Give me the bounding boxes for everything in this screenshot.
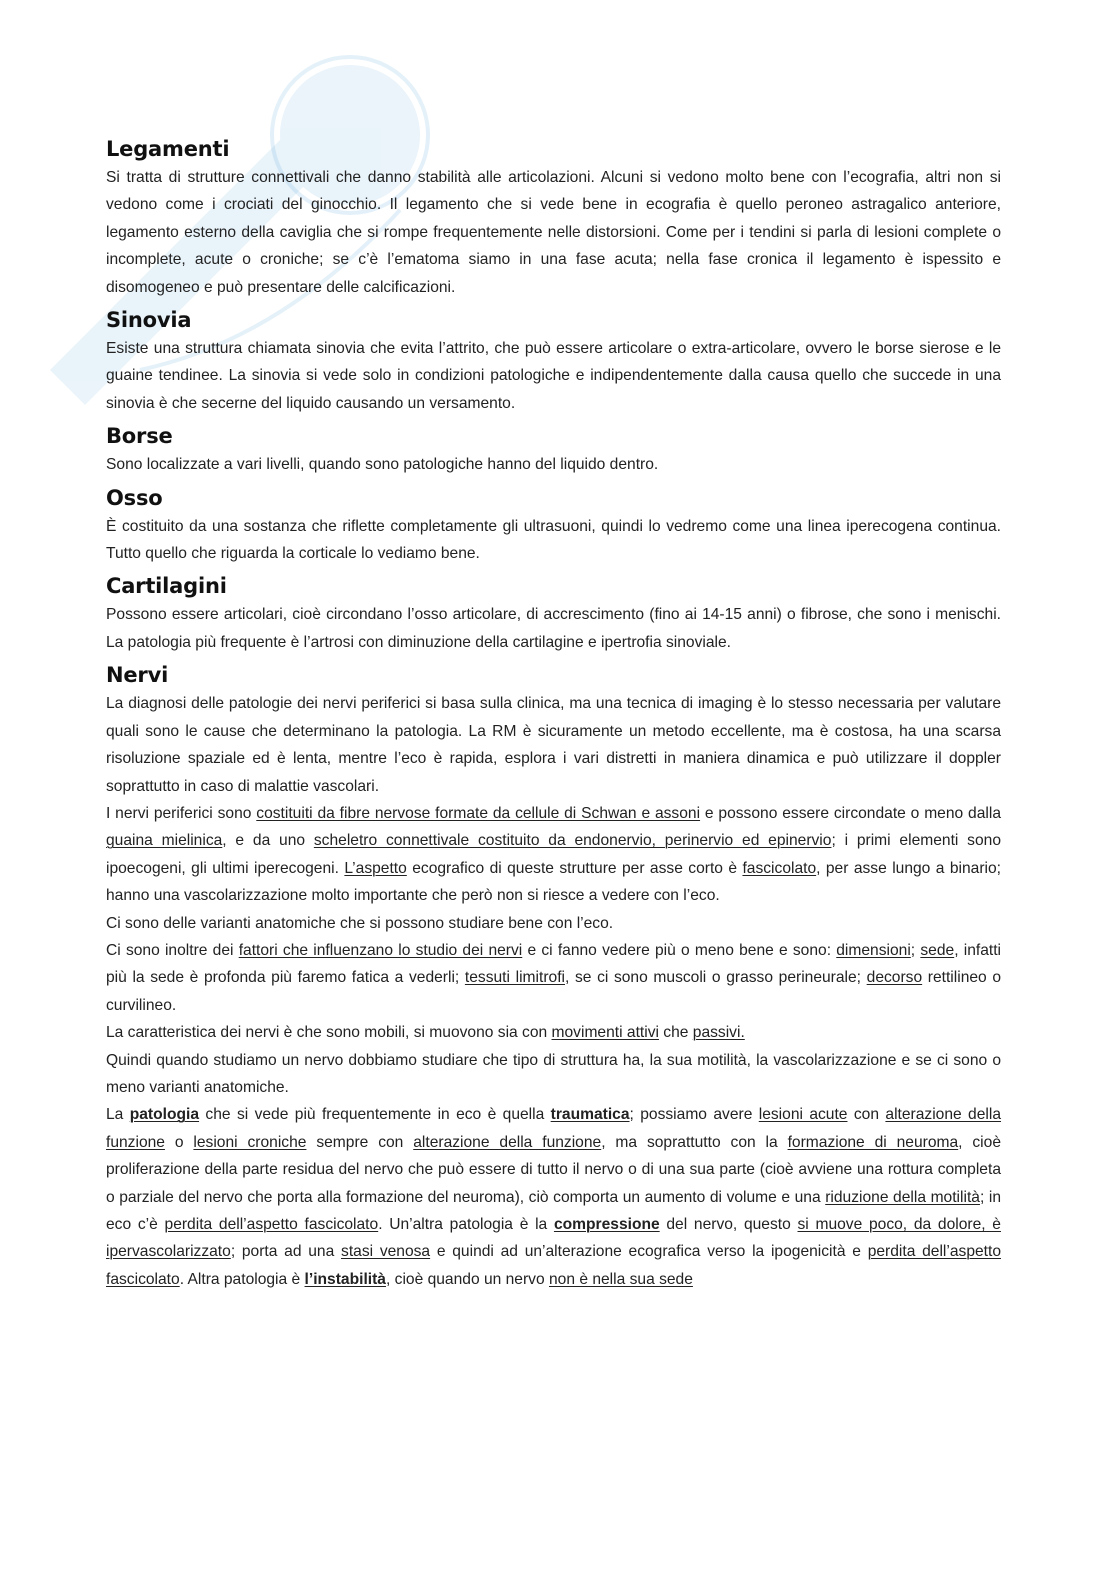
text-run: del nervo, questo: [659, 1216, 798, 1233]
underlined-text: riduzione della motilità: [825, 1188, 980, 1206]
heading-borse: Borse: [106, 424, 173, 449]
text-run: , e da uno: [222, 832, 314, 850]
text-run: ; in eco c’è: [106, 1188, 1001, 1233]
underlined-text: alterazione della funzione: [106, 1106, 1002, 1151]
paragraph-nervi-6: Quindi quando studiamo un nervo dobbiamo studiare che tipo di struttura ha, la sua motilità, la vascolarizzazione e se ci sono o meno varianti anatomiche.: [106, 1051, 1001, 1096]
underlined-text: perdita dell’aspetto fascicolato: [164, 1216, 379, 1233]
paragraph-osso: È costituito da una sostanza che riflette completamente gli ultrasuoni, quindi lo vedremo come una linea iperecogena continua. Tutto quello che riguarda la corticale lo vediamo bene.: [106, 517, 1001, 563]
text-run: , ma soprattutto con la: [601, 1133, 788, 1151]
underlined-text: scheletro connettivale costituito da endonervio, perinervio ed epinervio: [313, 832, 832, 850]
heading-sinovia: Sinovia: [106, 308, 192, 333]
text-run: rettilineo o curvilineo.: [106, 969, 1002, 1014]
text-run: , per asse lungo a binario; hanno una vascolarizzazione molto importante che però non si riesce a vedere con l’eco.: [106, 859, 1001, 905]
bold-text: compressione: [553, 1216, 660, 1233]
bold-underlined-text: [554, 1216, 660, 1233]
text-run: ;: [910, 941, 921, 959]
text-run: ; i primi elementi sono ipoecogeni, gli ultimi iperecogeni.: [106, 832, 1001, 877]
bold-text: patologia: [129, 1106, 200, 1124]
text-run: I nervi periferici sono: [106, 804, 257, 822]
underlined-text: passivi.: [692, 1024, 745, 1042]
text-run: o: [164, 1133, 194, 1151]
bold-text: l’instabilità: [304, 1270, 386, 1288]
underlined-text: lesioni croniche: [193, 1133, 307, 1151]
paragraph-sinovia: Esiste una struttura chiamata sinovia che evita l’attrito, che può essere articolare o extra-articolare, ovvero le borse sierose e le guaine tendinee. La sinovia si vede solo in condizioni patologiche e indipendentemente dalla causa quello che succede in una sinovia è che secerne del liquido causando un versamento.: [106, 340, 1001, 412]
text-run: ecografico di queste strutture per asse corto è: [406, 859, 743, 877]
paragraph-nervi-5: [106, 1019, 1001, 1046]
text-run: , cioè proliferazione della parte residua del nervo che può essere di tutto il nervo o di una sua parte (cioè avviene una rottura completa o parziale del nervo che porta alla formazione del neuroma), ciò comporta un aumento di volume e una: [106, 1133, 1001, 1206]
text-run: e ci fanno vedere più o meno bene e sono:: [522, 941, 837, 959]
underlined-text: alterazione della funzione: [413, 1133, 602, 1151]
bold-text: traumatica: [550, 1106, 630, 1124]
paragraph-nervi-7: [106, 1101, 1001, 1293]
text-run: sempre con: [306, 1133, 414, 1151]
text-run: , se ci sono muscoli o grasso perineurale;: [565, 969, 867, 987]
underlined-text: movimenti attivi: [551, 1024, 659, 1042]
text-run: . Altra patologia è: [179, 1270, 305, 1288]
paragraph-cartilagini: Possono essere articolari, cioè circondano l’osso articolare, di accrescimento (fino ai 14-15 anni) o fibrose, che sono i menischi. La patologia più frequente è l’artrosi con diminuzione della cartilagine e ipertrofia sinoviale.: [106, 606, 1001, 651]
bold-underlined-text: [130, 1106, 199, 1123]
underlined-text: costituiti da fibre nervose formate da cellule di Schwan e assoni: [256, 804, 701, 822]
text-run: Ci sono inoltre dei: [106, 941, 239, 959]
text-run: e possono essere circondate o meno dalla: [700, 804, 1001, 822]
underlined-text: tessuti limitrofi: [464, 969, 565, 987]
text-run: , cioè quando un nervo: [385, 1270, 549, 1288]
underlined-text: formazione di neuroma: [787, 1133, 959, 1151]
underlined-text: non è nella sua sede: [548, 1270, 693, 1288]
heading-nervi: Nervi: [106, 663, 169, 688]
paragraph-nervi-3: Ci sono delle varianti anatomiche che si possono studiare bene con l’eco.: [106, 914, 614, 932]
underlined-text: fascicolato: [742, 859, 817, 877]
underlined-text: si muove poco, da dolore, è ipervascolarizzato: [106, 1216, 1001, 1261]
paragraph-nervi-1: La diagnosi delle patologie dei nervi periferici si basa sulla clinica, ma una tecnica di imaging è lo stesso necessaria per valutare quali sono le cause che determinano la patologia. La RM è sicuramente un metodo eccellente, ma è costosa, ha una scarsa risoluzione spaziale ed è lenta, mentre l’eco è rapida, esplora i vari distretti in maniera dinamica e può utilizzare il doppler soprattutto in caso di malattie vascolari.: [106, 695, 1001, 795]
underlined-text: decorso: [866, 969, 923, 987]
text-run: La caratteristica dei nervi è che sono mobili, si muovono sia con: [106, 1024, 552, 1042]
paragraph-nervi-2: [106, 800, 1001, 910]
underlined-text: fattori che influenzano lo studio dei nervi: [238, 941, 523, 959]
underlined-text: stasi venosa: [341, 1243, 431, 1261]
text-run: ; porta ad una: [230, 1243, 342, 1261]
heading-cartilagini: Cartilagini: [106, 574, 227, 599]
underlined-text: dimensioni: [836, 941, 911, 959]
text-run: La: [106, 1106, 130, 1124]
document-page: [106, 134, 1001, 1293]
underlined-text: sede: [920, 941, 955, 959]
bold-underlined-text: [305, 1271, 386, 1288]
bold-underlined-text: [551, 1106, 630, 1123]
paragraph-legamenti: Si tratta di strutture connettivali che danno stabilità alle articolazioni. Alcuni si vedono molto bene con l’ecografia, altri non si vedono come i crociati del ginocchio. Il legamento che si vede bene in ecografia è quello peroneo astragalico anteriore, legamento esterno della caviglia che si rompe frequentemente nelle distorsioni. Come per i tendini si parla di lesioni complete o incomplete, acute o croniche; se c’è l’ematoma siamo in una fase acuta; nella fase cronica il legamento è ispessito e disomogeneo e può presentare delle calcificazioni.: [106, 169, 1001, 296]
text-run: con: [847, 1106, 886, 1124]
text-run: che: [658, 1024, 693, 1042]
underlined-text: L’aspetto: [344, 859, 407, 877]
text-run: ; possiamo avere: [629, 1106, 759, 1124]
paragraph-nervi-4: [106, 937, 1001, 1019]
text-run: che si vede più frequentemente in eco è quella: [199, 1106, 551, 1124]
underlined-text: perdita dell’aspetto fascicolato: [106, 1243, 1001, 1288]
underlined-text: guaina mielinica: [106, 832, 223, 850]
heading-osso: Osso: [106, 485, 163, 510]
heading-legamenti: Legamenti: [106, 137, 230, 161]
underlined-text: lesioni acute: [758, 1106, 848, 1124]
text-run: . Un’altra patologia è la: [378, 1216, 554, 1233]
paragraph-borse: Sono localizzate a vari livelli, quando sono patologiche hanno del liquido dentro.: [106, 456, 659, 474]
text-run: , infatti più la sede è profonda più faremo fatica a vederli;: [106, 941, 1002, 987]
text-run: e quindi ad un’alterazione ecografica verso la ipogenicità e: [430, 1243, 868, 1261]
